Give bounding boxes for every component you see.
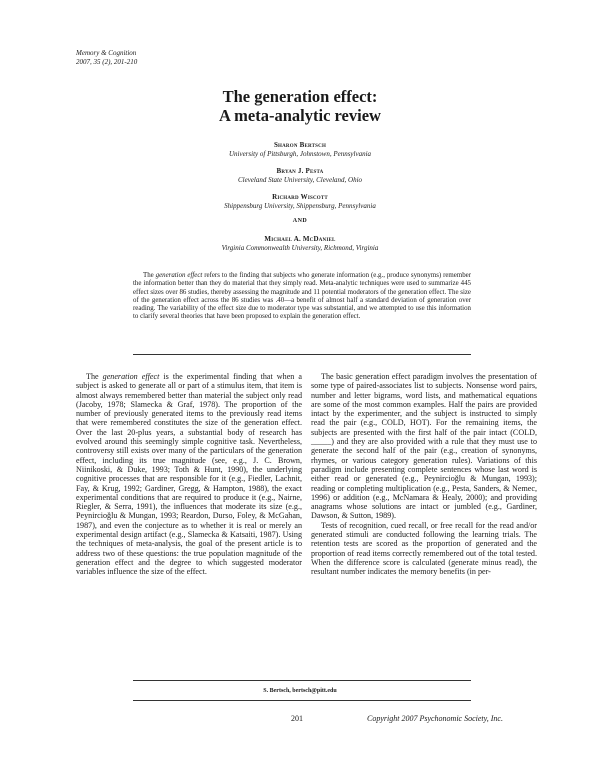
footer-divider xyxy=(133,700,471,701)
author-name: Bryan J. Pesta xyxy=(276,167,324,175)
paragraph xyxy=(76,372,302,577)
footnote-divider xyxy=(133,680,471,681)
body-column-right xyxy=(311,372,537,577)
page-number: 201 xyxy=(291,714,303,723)
paragraph: Tests of recognition, cued recall, or free recall for the read and/or generated stimuli are conducted following the learning trials. The retention tests are scored as the proportion of generated and the proportion of read items correctly remembered out of the total tested. When the difference score is calculated (generate minus read), the resultant number indicates the memory benefits (in per- xyxy=(311,520,537,577)
correspondence-email: S. Bertsch, bertsch@pitt.edu xyxy=(263,688,337,694)
paragraph-lead: The xyxy=(86,372,103,381)
author-affiliation: Cleveland State University, Cleveland, Ohio xyxy=(237,176,363,184)
paragraph-text: is the experimental finding that when a subject is asked to generate all or part of a stimulus item, that item is almost always remembered better than material the subject only read (Jacoby, 1978; Slamecka & Graf, 1978). The proportion of the number of previously generated items to the previously read items that were remembered constitutes the size of the generation effect. Over the last 20-plus years, a substantial body of research has evolved around this seemingly simple cognitive task. Nevertheless, controversy still exists over many of the particulars of the generation effect, including its true magnitude (see, e.g., J. C. Brown, Niinikoski, & Duke, 1993; Toth & Hunt, 1990), the underlying cognitive processes that are responsible for it (e.g., Fiedler, Lachnit, Fay, & Krug, 1992; Gardiner, Gregg, & Hampton, 1988), the exact experimental conditions that are required to produce it (e.g., Nairne, Riegler, & Serra, 1991), the influences that moderate its size (e.g., Peynircioğlu & Mungan, 1993; Reardon, Durso, Foley, & McGahan, 1987), and even the conjecture as to whether it is real or merely an experimental design artifact (e.g., Slamecka & Katsaiti, 1987). Using the techniques of meta-analysis, the goal of the present article is to address two of these questions: the true population magnitude of the generation effect and the degree to which suggested moderator variables influence the size of the effect. xyxy=(76,372,302,577)
journal-header xyxy=(76,49,137,67)
paragraph: The basic generation effect paradigm involves the presentation of some type of paired-associates list to subjects. Nonsense word pairs, number and letter bigrams, word lists, and mathematical equations are some of the most common examples. Half the pairs are provided intact by the experimenter, and the subject is instructed to simply read the pair (e.g., COLD, HOT). For the remaining items, the subjects are presented with the first half of the pair intact (COLD, _____) and they are also provided with a rule that they must use to generate the second half of the pair (e.g., creation of synonyms, rhymes, or various category generation rules). Variations of this paradigm include presenting complete sentences whose last word is either read or generated (e.g., Peynircioğlu & Mungan, 1993); reading or completing multiplication (e.g., Pesta, Sanders, & Nemec, 1996) or addition (e.g., McNamara & Healy, 2000); and providing anagrams whose solutions are intact or jumbled (e.g., Gardiner, Dawson, & Sutton, 1989). xyxy=(311,372,537,521)
journal-citation: 2007, 35 (2), 201-210 xyxy=(76,58,138,66)
author-affiliation: Virginia Commonwealth University, Richmond, Virginia xyxy=(221,244,379,252)
copyright-notice: Copyright 2007 Psychonomic Society, Inc. xyxy=(367,714,503,723)
abstract-divider xyxy=(133,354,471,355)
abstract-lead: The xyxy=(143,272,156,279)
author-name: Sharon Bertsch xyxy=(273,141,327,149)
abstract xyxy=(133,272,471,322)
author-name: Richard Wiscott xyxy=(272,193,328,201)
title-line-2: A meta-analytic review xyxy=(219,106,381,125)
key-term: generation effect xyxy=(102,372,160,381)
journal-name: Memory & Cognition xyxy=(76,49,137,57)
author-affiliation: University of Pittsburgh, Johnstown, Pennsylvania xyxy=(228,150,372,158)
abstract-text: refers to the finding that subjects who generate information (e.g., produce synonyms) remember the information better than they do material that they simply read. Meta-analytic techniques were used to summarize 445 effect sizes over 86 studies, thereby assessing the magnitude and 11 potential moderators of the generation effect. The size of the generation effect across the 86 studies was .40—a benefit of almost half a standard deviation of generation over reading. The variability of the effect size due to moderator type was substantial, and we attempted to use this information to clarify several theories that have been proposed to explain the generation effect. xyxy=(133,272,472,321)
article-title xyxy=(0,87,600,125)
body-column-left xyxy=(76,372,302,577)
and-separator: AND xyxy=(292,218,308,224)
title-line-1: The generation effect: xyxy=(222,87,378,106)
abstract-term: generation effect xyxy=(155,272,203,279)
author-affiliation: Shippensburg University, Shippensburg, Pennsylvania xyxy=(224,202,376,210)
author-name: Michael A. McDaniel xyxy=(264,235,336,243)
author-block xyxy=(0,141,600,261)
